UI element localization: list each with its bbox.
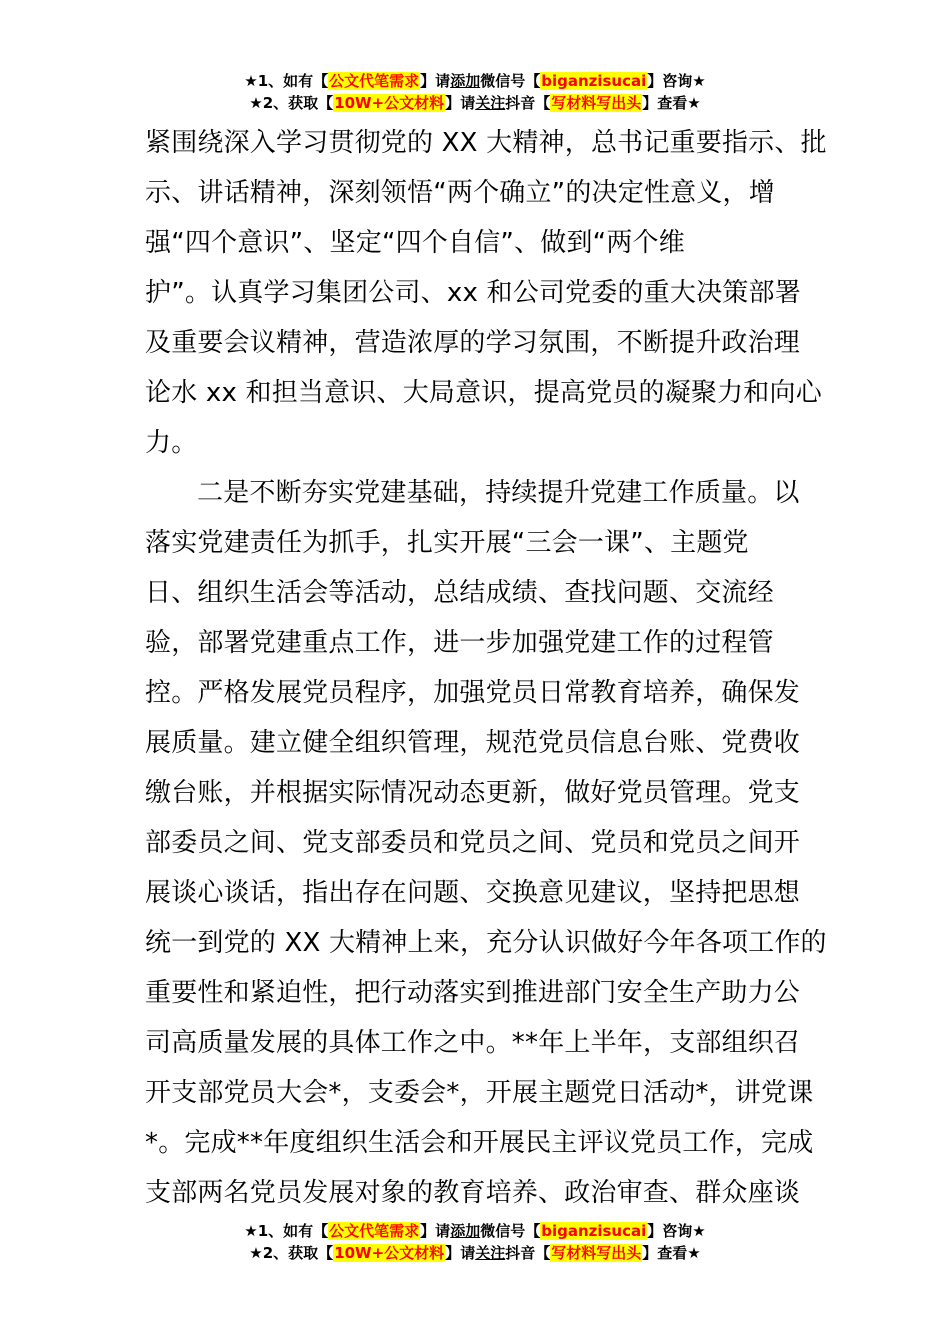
promo-banner-top xyxy=(0,70,950,114)
body-line: 支部两名党员发展对象的教育培养、政治审查、群众座谈 xyxy=(145,1178,801,1208)
promo-highlight: 10W+公文材料 xyxy=(334,1244,445,1262)
promo-text: 】查看★ xyxy=(642,94,701,112)
promo-text: ★1、如有【 xyxy=(244,72,329,90)
body-line: 开支部党员大会*，支委会*，开展主题党日活动*，讲党课 xyxy=(145,1078,814,1108)
body-line: *。完成**年度组织生活会和开展民主评议党员工作，完成 xyxy=(145,1128,814,1158)
body-line: 力。 xyxy=(145,428,198,458)
promo-highlight: 公文代笔需求 xyxy=(329,1222,420,1240)
promo-text: 抖音【 xyxy=(505,1244,551,1262)
body-line: 统一到党的 XX 大精神上来，充分认识做好今年各项工作的 xyxy=(145,928,827,958)
promo-highlight: 写材料写出头 xyxy=(551,94,642,112)
promo-highlight: biganzisucai xyxy=(541,72,647,90)
promo-text: 】咨询★ xyxy=(647,72,706,90)
body-line: 司高质量发展的具体工作之中。**年上半年，支部组织召 xyxy=(145,1028,801,1058)
promo-underlined: 添加 xyxy=(450,1222,481,1240)
promo-text: 】请 xyxy=(445,1244,476,1262)
promo-text: 微信号【 xyxy=(480,1222,541,1240)
promo-underlined: 添加 xyxy=(450,72,481,90)
promo-text: 】请 xyxy=(420,1222,451,1240)
promo-text: 微信号【 xyxy=(480,72,541,90)
promo-highlight: 10W+公文材料 xyxy=(334,94,445,112)
promo-line-2 xyxy=(0,1242,950,1264)
body-line: 验，部署党建重点工作，进一步加强党建工作的过程管 xyxy=(145,628,774,658)
promo-text: ★1、如有【 xyxy=(244,1222,329,1240)
body-line: 控。严格发展党员程序，加强党员日常教育培养，确保发 xyxy=(145,678,801,708)
promo-highlight: biganzisucai xyxy=(541,1222,647,1240)
promo-line-1 xyxy=(0,70,950,92)
promo-highlight: 写材料写出头 xyxy=(551,1244,642,1262)
promo-highlight: 公文代笔需求 xyxy=(329,72,420,90)
paragraph-start-line: 二是不断夯实党建基础，持续提升党建工作质量。以 xyxy=(197,478,800,508)
body-line: 展谈心谈话，指出存在问题、交换意见建议，坚持把思想 xyxy=(145,878,801,908)
body-line: 缴台账，并根据实际情况动态更新，做好党员管理。党支 xyxy=(145,778,801,808)
promo-text: 】咨询★ xyxy=(647,1222,706,1240)
body-line: 示、讲话精神，深刻领悟“两个确立”的决定性意义，增 xyxy=(145,178,775,208)
promo-text: 】查看★ xyxy=(642,1244,701,1262)
body-line: 护”。认真学习集团公司、xx 和公司党委的重大决策部署 xyxy=(145,278,801,308)
body-line: 展质量。建立健全组织管理，规范党员信息台账、党费收 xyxy=(145,728,801,758)
promo-line-2 xyxy=(0,92,950,114)
promo-banner-bottom xyxy=(0,1220,950,1264)
promo-text: ★2、获取【 xyxy=(249,1244,334,1262)
promo-underlined: 关注 xyxy=(475,1244,506,1262)
promo-text: ★2、获取【 xyxy=(249,94,334,112)
promo-text: 抖音【 xyxy=(505,94,551,112)
promo-line-1 xyxy=(0,1220,950,1242)
document-body xyxy=(145,118,827,1218)
promo-underlined: 关注 xyxy=(475,94,506,112)
body-line: 论水 xx 和担当意识、大局意识，提高党员的凝聚力和向心 xyxy=(145,378,822,408)
body-line: 强“四个意识”、坚定“四个自信”、做到“两个维 xyxy=(145,228,685,258)
body-line: 重要性和紧迫性，把行动落实到推进部门安全生产助力公 xyxy=(145,978,801,1008)
body-line: 紧围绕深入学习贯彻党的 XX 大精神，总书记重要指示、批 xyxy=(145,128,827,158)
body-line: 部委员之间、党支部委员和党员之间、党员和党员之间开 xyxy=(145,828,801,858)
body-line: 及重要会议精神，营造浓厚的学习氛围，不断提升政治理 xyxy=(145,328,801,358)
body-line: 落实党建责任为抓手，扎实开展“三会一课”、主题党 xyxy=(145,528,749,558)
promo-text: 】请 xyxy=(420,72,451,90)
body-line: 日、组织生活会等活动，总结成绩、查找问题、交流经 xyxy=(145,578,774,608)
promo-text: 】请 xyxy=(445,94,476,112)
